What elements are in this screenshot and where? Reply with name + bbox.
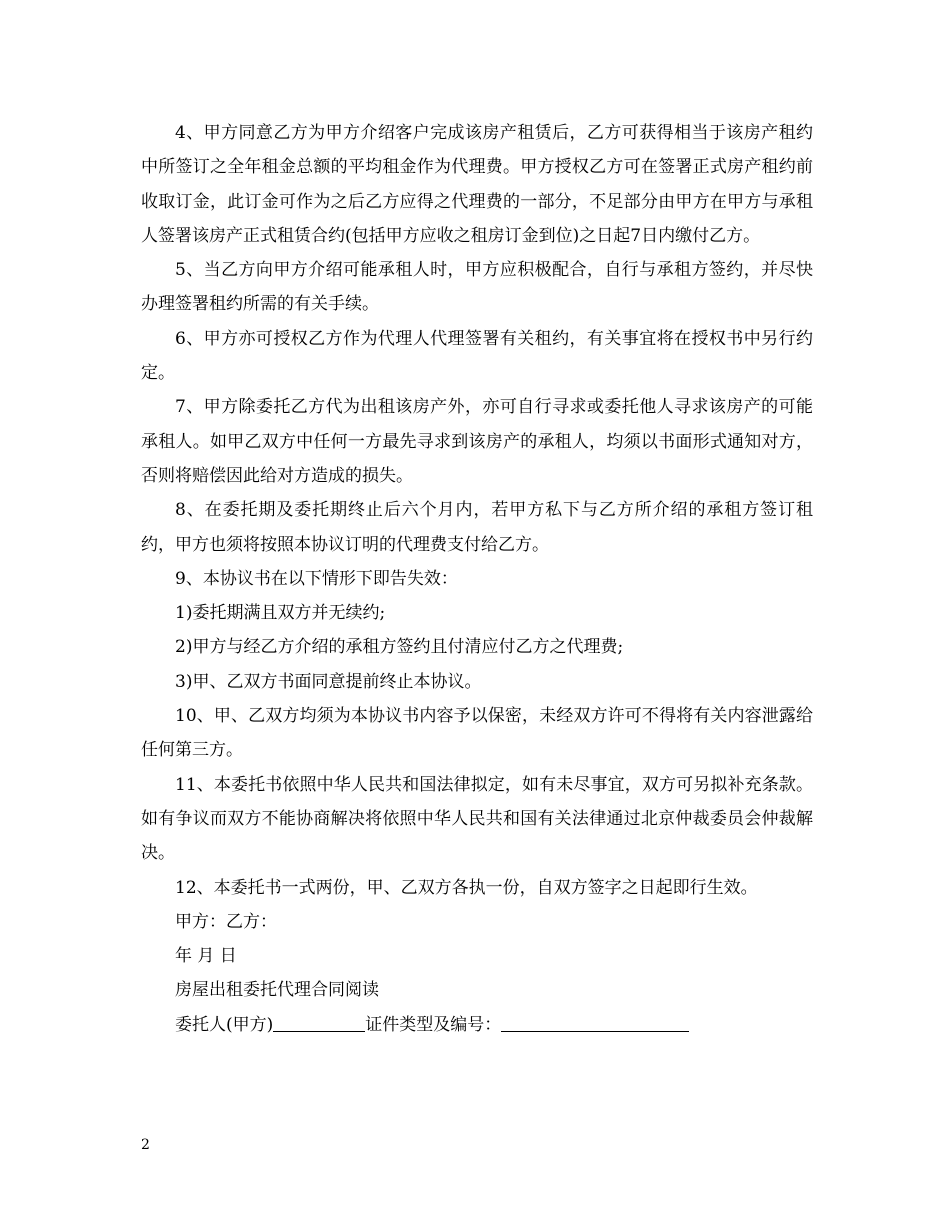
clause-5: 5、当乙方向甲方介绍可能承租人时，甲方应积极配合，自行与承租方签约，并尽快办理签署租约所需的有关手续。 — [141, 260, 813, 315]
document-body — [141, 116, 813, 1042]
clause-9-item-2: 2)甲方与经乙方介绍的承租方签约且付清应付乙方之代理费; — [175, 637, 624, 658]
clause-11: 11、本委托书依照中华人民共和国法律拟定，如有未尽事宜，双方可另拟补充条款。如有争议而双方不能协商解决将依照中华人民共和国有关法律通过北京仲裁委员会仲裁解决。 — [141, 774, 813, 864]
principal-label: 委托人(甲方) — [175, 1014, 274, 1035]
clause-10: 10、甲、乙双方均须为本协议书内容予以保密，未经双方许可不得将有关内容泄露给任何第三方。 — [141, 706, 813, 761]
principal-line — [141, 1008, 813, 1042]
clause-9: 9、本协议书在以下情形下即告失效： — [175, 568, 458, 589]
clause-9-item-1: 1)委托期满且双方并无续约; — [175, 603, 386, 624]
page-number: 2 — [141, 1137, 150, 1153]
id-number-blank — [501, 1030, 689, 1032]
clause-8: 8、在委托期及委托期终止后六个月内，若甲方私下与乙方所介绍的承租方签订租约，甲方也须将按照本协议订明的代理费支付给乙方。 — [141, 500, 813, 555]
clause-12: 12、本委托书一式两份，甲、乙双方各执一份，自双方签字之日起即行生效。 — [175, 877, 758, 898]
id-type-label: 证件类型及编号： — [365, 1014, 502, 1035]
clause-9-item-3: 3)甲、乙双方书面同意提前终止本协议。 — [175, 671, 482, 692]
clause-7: 7、甲方除委托乙方代为出租该房产外，亦可自行寻求或委托他人寻求该房产的可能承租人。如甲乙双方中任何一方最先寻求到该房产的承租人，均须以书面形式通知对方，否则将赔偿因此给对方造成的损失。 — [141, 397, 813, 486]
section-heading: 房屋出租委托代理合同阅读 — [175, 980, 379, 1001]
principal-blank — [273, 1030, 365, 1032]
clause-4: 4、甲方同意乙方为甲方介绍客户完成该房产租赁后，乙方可获得相当于该房产租约中所签订之全年租金总额的平均租金作为代理费。甲方授权乙方可在签署正式房产租约前收取订金，此订金可作为之后乙方应得之代理费的一部分，不足部分由甲方在甲方与承租人签署该房产正式租赁合约(包括甲方应收之租房订金到位)之日起7日内缴付乙方。 — [141, 123, 813, 246]
clause-6: 6、甲方亦可授权乙方作为代理人代理签署有关租约，有关事宜将在授权书中另行约定。 — [141, 328, 813, 384]
date-line: 年 月 日 — [175, 946, 237, 967]
party-signatures: 甲方：乙方： — [175, 911, 277, 932]
